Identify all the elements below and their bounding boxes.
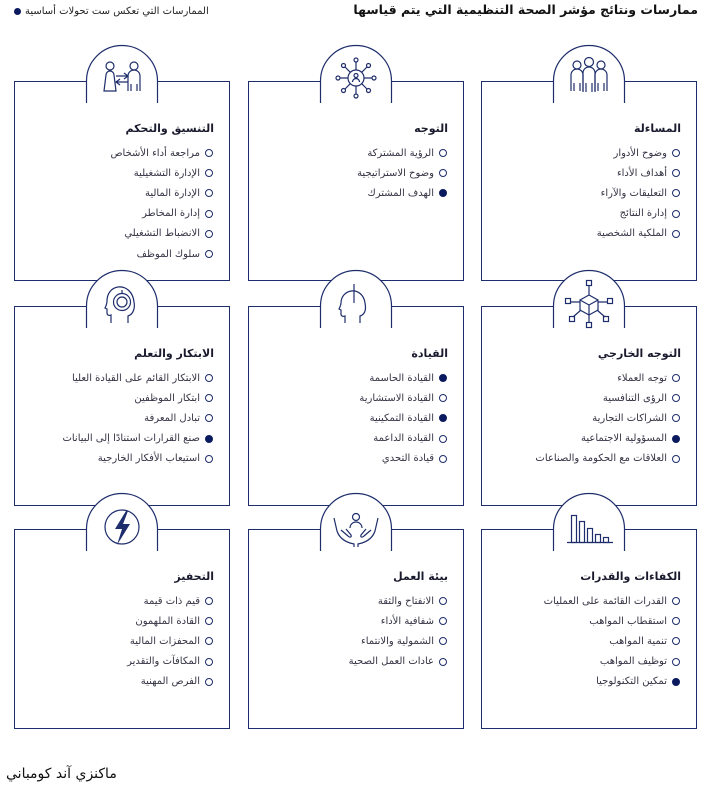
practice-label: وضوح الأدوار [613, 147, 667, 159]
card-title: التوجه [414, 122, 448, 135]
practice-label: وضوح الاستراتيجية [357, 167, 434, 179]
practice-item [359, 449, 447, 469]
practice-item [535, 429, 680, 449]
card-innovation-learning [14, 306, 230, 506]
practice-item [535, 408, 680, 428]
practice-item [127, 652, 213, 672]
practice-item [597, 143, 680, 163]
practice-item [359, 368, 447, 388]
filled-bullet-icon [439, 189, 447, 197]
hollow-bullet-icon [672, 414, 680, 422]
practice-list [359, 368, 447, 469]
practice-list [535, 368, 680, 469]
card-motivation [14, 529, 230, 729]
practice-label: تمكين التكنولوجيا [596, 676, 667, 688]
card-leadership [248, 306, 464, 506]
practice-label: القادة الملهمون [135, 615, 200, 627]
hollow-bullet-icon [205, 597, 213, 605]
hollow-bullet-icon [672, 210, 680, 218]
practice-label: قيادة التحدي [381, 453, 434, 465]
card-work-environment [248, 529, 464, 729]
card-direction [248, 81, 464, 281]
practice-label: صنع القرارات استنادًا إلى البيانات [62, 433, 200, 445]
hollow-bullet-icon [672, 230, 680, 238]
hollow-bullet-icon [672, 658, 680, 666]
hollow-bullet-icon [439, 455, 447, 463]
practice-label: الرؤى التنافسية [602, 392, 667, 404]
practice-list [544, 591, 680, 692]
practice-item [110, 163, 213, 183]
practice-label: القيادة التمكينية [369, 412, 434, 424]
practice-label: الانضباط التشغيلي [124, 228, 200, 240]
hollow-bullet-icon [672, 169, 680, 177]
practice-item [597, 204, 680, 224]
legend-filled-dot-icon [14, 8, 21, 15]
card-title: الكفاءات والقدرات [580, 570, 681, 583]
practice-item [349, 611, 447, 631]
legend [14, 6, 209, 17]
hollow-bullet-icon [672, 394, 680, 402]
card-accountability [481, 81, 697, 281]
practice-item [544, 631, 680, 651]
hollow-bullet-icon [672, 374, 680, 382]
card-title: القيادة [411, 347, 448, 360]
practice-item [62, 368, 213, 388]
practice-item [357, 163, 447, 183]
hands-person-icon [320, 493, 392, 551]
practice-list [597, 143, 680, 244]
practice-label: المحفزات المالية [129, 635, 200, 647]
hollow-bullet-icon [205, 414, 213, 422]
filled-bullet-icon [672, 678, 680, 686]
practice-label: أهداف الأداء [616, 167, 667, 179]
page-title: ممارسات ونتائج مؤشر الصحة التنظيمية التي يتم قياسها [353, 2, 698, 17]
card-external-orientation [481, 306, 697, 506]
hollow-bullet-icon [439, 435, 447, 443]
hollow-bullet-icon [439, 658, 447, 666]
hollow-bullet-icon [439, 597, 447, 605]
practice-label: استقطاب المواهب [589, 615, 667, 627]
filled-bullet-icon [439, 374, 447, 382]
card-title: الابتكار والتعلم [134, 347, 214, 360]
hollow-bullet-icon [205, 189, 213, 197]
practice-label: الشراكات التجارية [592, 412, 667, 424]
practice-label: الإدارة التشغيلية [133, 167, 200, 179]
hollow-bullet-icon [672, 597, 680, 605]
practice-item [597, 163, 680, 183]
card-title: بيئة العمل [393, 570, 448, 583]
hollow-bullet-icon [672, 189, 680, 197]
practice-item [357, 183, 447, 203]
practice-label: الفرص المهنية [140, 676, 200, 688]
hollow-bullet-icon [439, 149, 447, 157]
practice-label: تبادل المعرفة [144, 412, 200, 424]
practice-label: العلاقات مع الحكومة والصناعات [535, 453, 667, 465]
bar-chart-icon [553, 493, 625, 551]
card-coordination-control [14, 81, 230, 281]
head-idea-icon [86, 270, 158, 328]
practice-item [597, 224, 680, 244]
card-title: التوجه الخارجي [597, 347, 681, 360]
practice-label: القدرات القائمة على العمليات [543, 595, 667, 607]
hollow-bullet-icon [205, 678, 213, 686]
practice-list [127, 591, 213, 692]
filled-bullet-icon [205, 435, 213, 443]
people-exchange-icon [86, 45, 158, 103]
practice-label: الهدف المشترك [367, 187, 434, 199]
hollow-bullet-icon [439, 169, 447, 177]
practice-item [62, 429, 213, 449]
hollow-bullet-icon [439, 617, 447, 625]
practice-item [110, 183, 213, 203]
legend-label: الممارسات التي تعكس ست تحولات أساسية [25, 6, 209, 17]
practice-item [110, 143, 213, 163]
brand-logo: ماكنزي آند كومباني [6, 766, 117, 782]
cube-network-icon [553, 270, 625, 328]
practice-item [359, 429, 447, 449]
practice-label: التعليقات والآراء [600, 187, 667, 199]
practice-label: استيعاب الأفكار الخارجية [97, 453, 200, 465]
practice-label: الابتكار القائم على القيادة العليا [71, 372, 200, 384]
practice-label: شفافية الأداء [380, 615, 434, 627]
practice-item [349, 631, 447, 651]
hollow-bullet-icon [439, 637, 447, 645]
practice-label: توجه العملاء [617, 372, 667, 384]
practice-label: توظيف المواهب [599, 656, 667, 668]
practice-item [535, 449, 680, 469]
practice-item [110, 224, 213, 244]
practice-item [357, 143, 447, 163]
practice-label: مراجعة أداء الأشخاص [110, 147, 200, 159]
practice-item [62, 388, 213, 408]
practice-label: المسؤولية الاجتماعية [581, 433, 667, 445]
practice-list [110, 143, 213, 264]
card-capabilities [481, 529, 697, 729]
hollow-bullet-icon [205, 394, 213, 402]
hollow-bullet-icon [205, 637, 213, 645]
practice-list [349, 591, 447, 672]
card-title: المساءلة [633, 122, 681, 135]
practice-label: الملكية الشخصية [596, 228, 667, 240]
practice-item [544, 591, 680, 611]
hollow-bullet-icon [672, 455, 680, 463]
practice-label: عادات العمل الصحية [348, 656, 434, 668]
practice-item [349, 652, 447, 672]
practice-item [110, 244, 213, 264]
network-hub-icon [320, 45, 392, 103]
practice-item [535, 388, 680, 408]
lightning-bolt-icon [86, 493, 158, 551]
practice-label: المكافآت والتقدير [127, 656, 200, 668]
filled-bullet-icon [672, 435, 680, 443]
hollow-bullet-icon [672, 617, 680, 625]
practice-label: الإدارة المالية [144, 187, 200, 199]
practice-item [544, 672, 680, 692]
hollow-bullet-icon [672, 149, 680, 157]
practice-label: القيادة الحاسمة [369, 372, 434, 384]
filled-bullet-icon [439, 414, 447, 422]
practice-label: تنمية المواهب [609, 635, 667, 647]
practice-item [127, 631, 213, 651]
practice-item [62, 408, 213, 428]
hollow-bullet-icon [205, 250, 213, 258]
practice-item [127, 611, 213, 631]
hollow-bullet-icon [205, 149, 213, 157]
practice-item [359, 388, 447, 408]
practice-list [357, 143, 447, 204]
hollow-bullet-icon [205, 455, 213, 463]
hollow-bullet-icon [672, 637, 680, 645]
practice-item [110, 204, 213, 224]
practice-item [544, 652, 680, 672]
practice-item [62, 449, 213, 469]
practice-item [359, 408, 447, 428]
hollow-bullet-icon [439, 394, 447, 402]
practice-label: إدارة النتائج [619, 208, 667, 220]
practice-label: الشمولية والانتماء [361, 635, 434, 647]
hollow-bullet-icon [205, 230, 213, 238]
practice-item [535, 368, 680, 388]
hollow-bullet-icon [205, 658, 213, 666]
head-profile-icon [320, 270, 392, 328]
practice-label: إدارة المخاطر [142, 208, 200, 220]
hollow-bullet-icon [205, 169, 213, 177]
card-title: التنسيق والتحكم [125, 122, 214, 135]
practice-label: الانفتاح والثقة [377, 595, 434, 607]
card-title: التحفيز [174, 570, 214, 583]
practice-item [544, 611, 680, 631]
practice-label: قيم ذات قيمة [143, 595, 200, 607]
people-group-icon [553, 45, 625, 103]
practice-label: القيادة الداعمة [373, 433, 434, 445]
hollow-bullet-icon [205, 210, 213, 218]
practice-item [127, 591, 213, 611]
practice-label: ابتكار الموظفين [134, 392, 200, 404]
practice-label: الرؤية المشتركة [367, 147, 434, 159]
hollow-bullet-icon [205, 617, 213, 625]
hollow-bullet-icon [205, 374, 213, 382]
practice-label: سلوك الموظف [136, 248, 200, 260]
practice-list [62, 368, 213, 469]
practice-item [349, 591, 447, 611]
practice-item [127, 672, 213, 692]
practice-label: القيادة الاستشارية [359, 392, 434, 404]
practice-item [597, 183, 680, 203]
